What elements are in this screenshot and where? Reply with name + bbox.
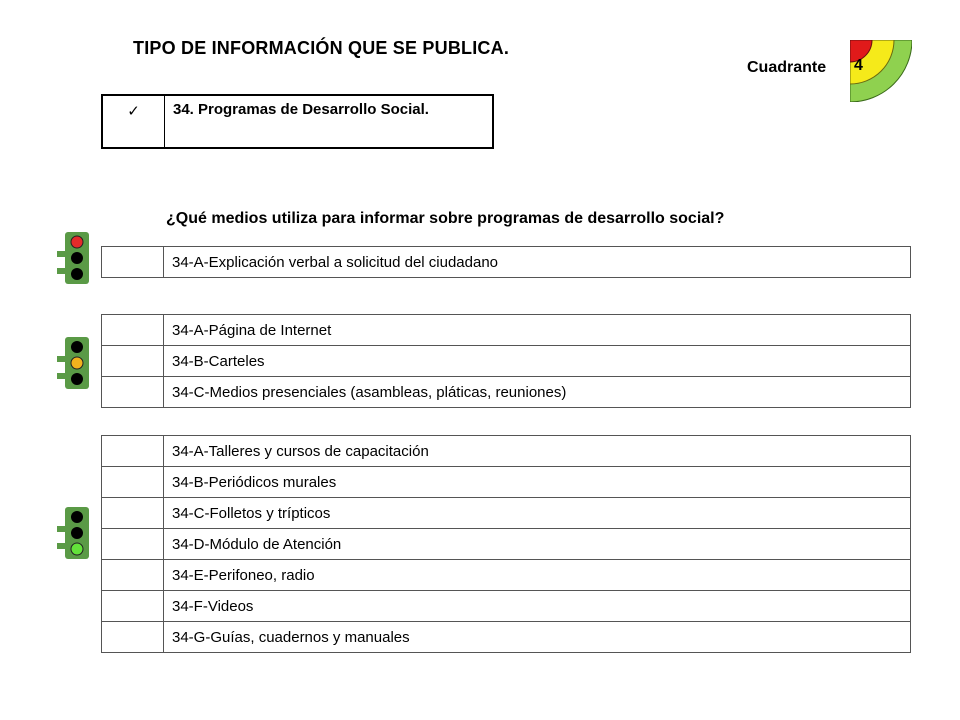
table-row (102, 529, 911, 560)
question-text: ¿Qué medios utiliza para informar sobre programas de desarrollo social? (166, 210, 725, 227)
traffic-light-green-icon (57, 505, 91, 561)
cuadrante-label: Cuadrante (747, 59, 827, 76)
options-table-1 (101, 246, 911, 278)
topic-box (101, 94, 494, 149)
table-row (102, 247, 911, 278)
table-row (102, 498, 911, 529)
table-row (102, 560, 911, 591)
topic-text: 34. Programas de Desarrollo Social. (173, 101, 429, 118)
cuadrante-number: 4 (854, 57, 863, 74)
options-table-3 (101, 435, 911, 653)
option-label: 34-E-Perifoneo, radio (164, 560, 911, 591)
option-label: 34-C-Folletos y trípticos (164, 498, 911, 529)
traffic-light-yellow-icon (57, 335, 91, 391)
table-row (102, 622, 911, 653)
option-label: 34-C-Medios presenciales (asambleas, pláticas, reuniones) (164, 377, 911, 408)
table-row (102, 346, 911, 377)
table-row (102, 591, 911, 622)
option-label: 34-A-Talleres y cursos de capacitación (164, 436, 911, 467)
traffic-light-red-icon (57, 230, 91, 286)
page-title: TIPO DE INFORMACIÓN QUE SE PUBLICA. (133, 38, 510, 58)
table-row (102, 315, 911, 346)
option-label: 34-A-Explicación verbal a solicitud del ciudadano (164, 247, 911, 278)
table-row (102, 467, 911, 498)
option-label: 34-A-Página de Internet (164, 315, 911, 346)
option-label: 34-D-Módulo de Atención (164, 529, 911, 560)
table-row (102, 436, 911, 467)
table-row (102, 377, 911, 408)
option-label: 34-B-Carteles (164, 346, 911, 377)
option-label: 34-F-Videos (164, 591, 911, 622)
check-icon: ✓ (103, 96, 165, 147)
options-table-2 (101, 314, 911, 408)
option-label: 34-G-Guías, cuadernos y manuales (164, 622, 911, 653)
option-label: 34-B-Periódicos murales (164, 467, 911, 498)
